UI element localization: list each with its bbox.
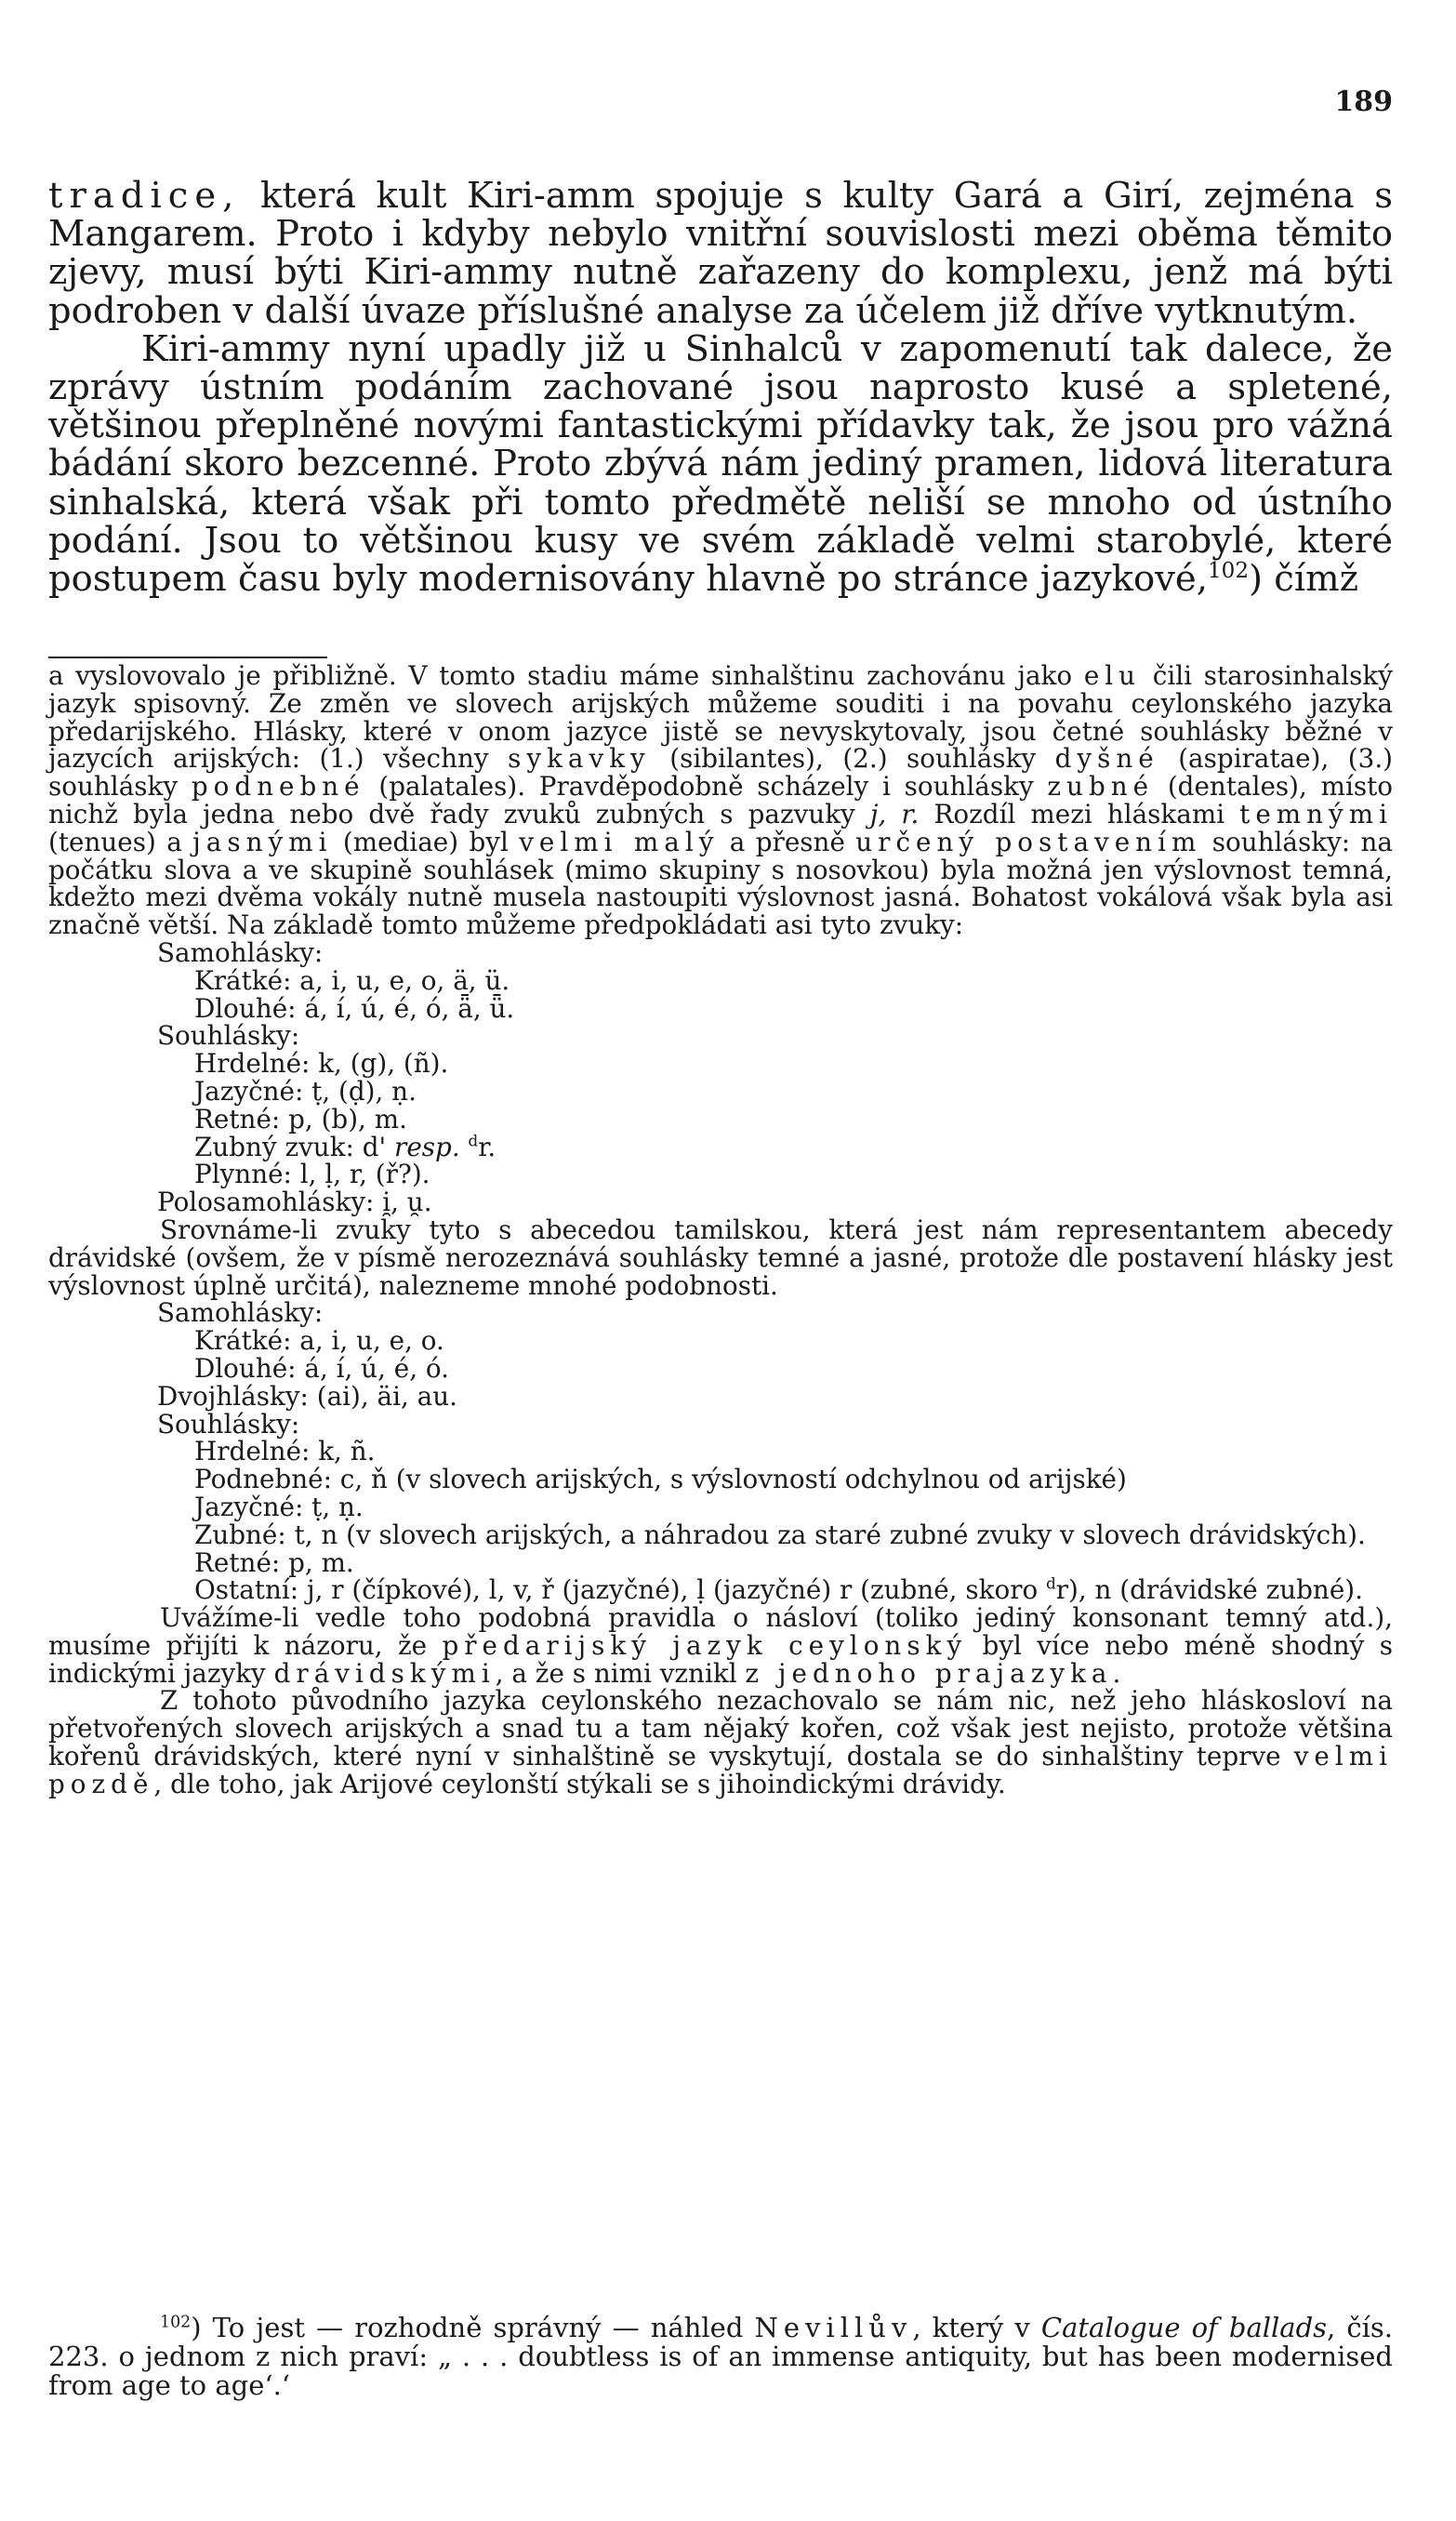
- list-item: Dlouhé: á, í, ú, é, ó, ǟ, ǖ.: [194, 992, 515, 1024]
- page: [48, 0, 1393, 2521]
- separator-rule: [48, 657, 327, 658]
- spaced-word: tradice,: [48, 175, 241, 217]
- list-item: Podnebné: c, ň (v slovech arijských, s výslovností odchylnou od arijské): [194, 1464, 1127, 1495]
- paragraph: a vyslovovalo je přibližně. V tomto stadiu máme sinhalštinu zachovánu jako elu čili starosinhalský jazyk spisovný. Ze změn ve slovech arijských můžeme souditi i na povahu ceylonského jazyka předarijského. Hlásky, které v onom jazyce jistě se nevyskytovaly, jsou četné souhlásky běžné v jazycích arijských: (1.) všechny sykavky (sibilantes), (2.) souhlásky dyšné (aspiratae), (3.) souhlásky podnebné (palatales). Pravděpodobně scházely i souhlásky zubné (dentales), místo nichž byla jedna nebo dvě řady zvuků zubných s pazvuky j, r. Rozdíl mezi hláskami temnými (tenues) a jasnými (mediae) byl velmi malý a přesně určený postavením souhlásky: na počátku slova a ve skupině souhlásek (mimo skupiny s nosovkou) byla možná jen výslovnost temná, kdežto mezi dvěma vokály nutně musela nastoupiti výslovnost jasná. Bohatost vokálová však byla asi značně větší. Na základě tomto můžeme předpokládati asi tyto zvuky:: [48, 660, 1394, 941]
- list-item: Hrdelné: k, ñ.: [194, 1436, 376, 1467]
- list-item: Krátké: a, i, u, e, o, ä, ü.: [194, 964, 510, 996]
- list-item: Krátké: a, i, u, e, o.: [194, 1325, 444, 1357]
- paragraph: tradice, která kult Kiri-amm spojuje s kulty Gará a Girí, zejména s Mangarem. Proto i kdyby nebylo vnitřní souvislosti mezi oběma těmito zjevy, musí býti Kiri-ammy nutně zařazeny do komplexu, jenž má býti podroben v další úvaze příslušné analyse za účelem již dříve vytknutým.: [48, 175, 1393, 332]
- paragraph: Z tohoto původního jazyka ceylonského nezachovalo se nám nic, než jeho hláskosloví na přetvořených slovech arijských a snad tu a tam nějaký kořen, což však jest nejisto, protože většina kořenů drávidských, které nyní v sinhalštině se vyskytují, dostala se do sinhalštiny teprve velmi pozdě, dle toho, jak Arijové ceylonští stýkali se s jihoindickými drávidy.: [48, 1685, 1393, 1799]
- list-item: Plynné: l, ḷ, r, (ř?).: [194, 1159, 430, 1190]
- footnote-marker: 102: [160, 2313, 192, 2332]
- list-heading: Samohlásky:: [157, 1297, 324, 1329]
- list-item: Dlouhé: á, í, ú, é, ó.: [194, 1352, 449, 1384]
- list-heading: Souhlásky:: [157, 1408, 300, 1440]
- list-heading: Souhlásky:: [157, 1020, 300, 1052]
- footnote: $^{102}$) To jest — rozhodně správný — náhled Nevillův, který v Catalogue of ballads, čís. 223. o jednom z nich praví: „ . . . doubtless is of an immense antiquity, but has been modernised from age to age‘.‘: [48, 2312, 1393, 2401]
- list-heading: Polosamohlásky: i̯, u̯.: [157, 1187, 432, 1218]
- footnote-ref: 102: [1207, 559, 1250, 584]
- list-item: Zubný zvuk: d' resp. $^d$r.: [194, 1131, 496, 1162]
- list-item: Jazyčné: ṭ, (ḍ), ṇ.: [194, 1075, 417, 1107]
- list-item: Zubné: t, n (v slovech arijských, a náhradou za staré zubné zvuky v slovech drávidských).: [194, 1519, 1366, 1550]
- paragraph: Uvážíme-li vedle toho podobná pravidla o násloví (toliko jediný konsonant temný atd.), musíme přijíti k názoru, že předarijský jazyk ceylonský byl více nebo méně shodný s indickými jazyky drávidskými, a že s nimi vznikl z jednoho prajazyka.: [48, 1602, 1394, 1689]
- paragraph: Srovnáme-li zvuky tyto s abecedou tamilskou, která jest nám representantem abecedy drávidské (ovšem, že v písmě nerozeznává souhlásky temné a jasné, protože dle postavení hlásky jest výslovnost úplně určitá), nalezneme mnohé podobnosti.: [48, 1214, 1393, 1301]
- list-item: Hrdelné: k, (g), (ñ).: [194, 1048, 449, 1080]
- paragraph: Kiri-ammy nyní upadly již u Sinhalců v zapomenutí tak dalece, že zprávy ústním podáním zachované jsou naprosto kusé a spletené, většinou přeplněné novými fantastickými přídavky tak, že jsou pro vážná bádání skoro bezcenné. Proto zbývá nám jediný pramen, lidová literatura sinhalská, která však při tomto předmětě neliší se mnoho od ústního podání. Jsou to většinou kusy ve svém základě velmi starobylé, které postupem času byly modernisovány hlavně po stránce jazykové,$^{102}$) čímž: [48, 327, 1393, 601]
- main-text: [48, 175, 1393, 601]
- page-number: 189: [1334, 86, 1393, 118]
- list-heading: Samohlásky:: [157, 936, 324, 968]
- list-item: Retné: p, (b), m.: [194, 1103, 407, 1134]
- list-heading: Dvojhlásky: (ai), äi, au.: [157, 1380, 457, 1412]
- list-item: Retné: p, m.: [194, 1546, 354, 1578]
- list-item: Ostatní: j, r (čípkové), l, v, ř (jazyčné), ḷ (jazyčné) r (zubné, skoro $^d$r), n (drávidské zubné).: [194, 1574, 1363, 1606]
- small-text: [48, 662, 1393, 1798]
- list-item: Jazyčné: ṭ, ṇ.: [194, 1491, 364, 1522]
